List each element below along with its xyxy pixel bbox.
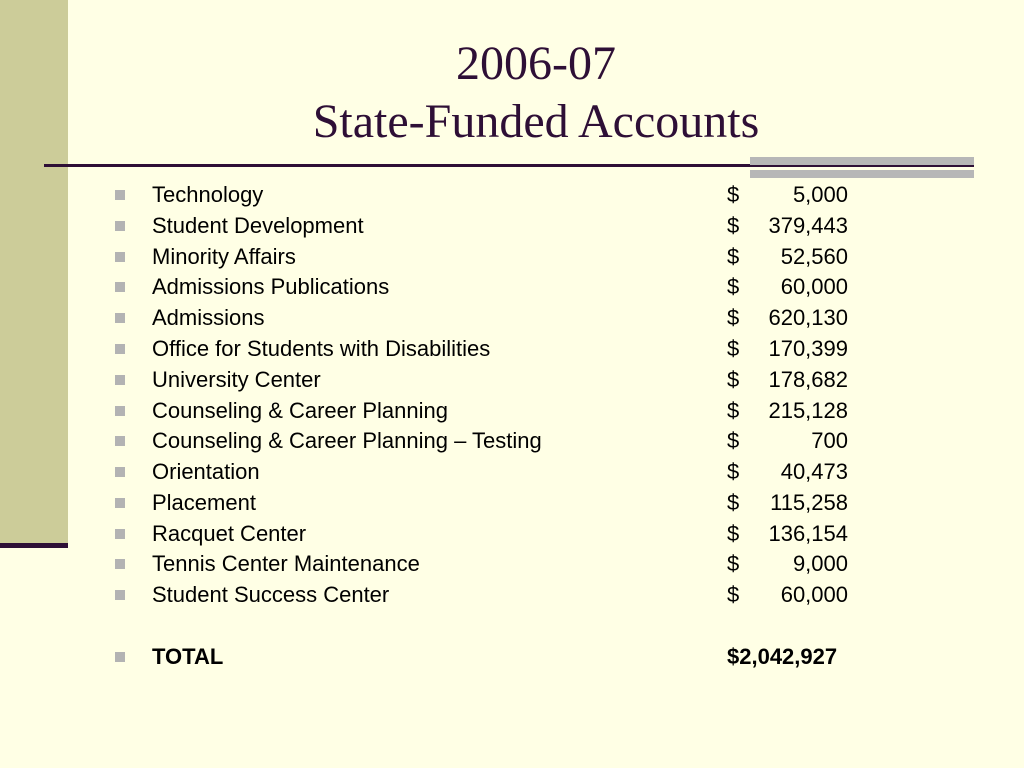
square-bullet-icon xyxy=(115,652,125,662)
currency-symbol: $ xyxy=(727,459,740,484)
square-bullet-icon xyxy=(115,344,125,354)
square-bullet-icon xyxy=(115,436,125,446)
list-item xyxy=(0,548,1024,579)
currency-symbol: $ xyxy=(727,244,740,269)
currency-symbol: $ xyxy=(727,305,740,330)
account-amount: 700 xyxy=(811,428,848,453)
currency-symbol: $ xyxy=(727,336,740,361)
square-bullet-icon xyxy=(115,529,125,539)
list-item xyxy=(0,425,1024,456)
account-name: Orientation xyxy=(152,459,260,484)
list-item xyxy=(0,456,1024,487)
account-name: Student Development xyxy=(152,213,364,238)
account-name: Minority Affairs xyxy=(152,244,296,269)
account-amount: 5,000 xyxy=(792,182,848,207)
list-item xyxy=(0,333,1024,364)
account-name: Student Success Center xyxy=(152,582,390,607)
title-line-1: 2006-07 xyxy=(456,37,616,90)
account-name: Admissions xyxy=(152,305,265,330)
square-bullet-icon xyxy=(115,252,125,262)
square-bullet-icon xyxy=(115,221,125,231)
list-item xyxy=(0,210,1024,241)
account-amount: 136,154 xyxy=(768,521,848,546)
title-line-2: State-Funded Accounts xyxy=(312,95,760,148)
currency-symbol: $ xyxy=(727,274,740,299)
list-item xyxy=(0,395,1024,426)
account-name: Racquet Center xyxy=(152,521,307,546)
total-label: TOTAL xyxy=(152,644,224,669)
square-bullet-icon xyxy=(115,375,125,385)
square-bullet-icon xyxy=(115,467,125,477)
square-bullet-icon xyxy=(115,190,125,200)
total-amount: $2,042,927 xyxy=(727,644,838,669)
account-name: Admissions Publications xyxy=(152,274,390,299)
currency-symbol: $ xyxy=(727,521,740,546)
list-item xyxy=(0,241,1024,272)
currency-symbol: $ xyxy=(727,582,740,607)
account-amount: 60,000 xyxy=(780,582,848,607)
currency-symbol: $ xyxy=(727,213,740,238)
account-amount: 52,560 xyxy=(780,244,848,269)
square-bullet-icon xyxy=(115,590,125,600)
currency-symbol: $ xyxy=(727,182,740,207)
currency-symbol: $ xyxy=(727,551,740,576)
accent-bar xyxy=(750,170,974,178)
currency-symbol: $ xyxy=(727,428,740,453)
account-amount: 115,258 xyxy=(770,490,848,515)
currency-symbol: $ xyxy=(727,367,740,392)
slide-title xyxy=(68,35,1004,151)
account-amount: 215,128 xyxy=(768,398,848,423)
account-amount: 9,000 xyxy=(792,551,848,576)
account-name: Technology xyxy=(152,182,264,207)
square-bullet-icon xyxy=(115,282,125,292)
account-amount: 40,473 xyxy=(780,459,848,484)
account-name: University Center xyxy=(152,367,321,392)
square-bullet-icon xyxy=(115,313,125,323)
account-name: Tennis Center Maintenance xyxy=(152,551,420,576)
list-item xyxy=(0,271,1024,302)
account-name: Counseling & Career Planning – Testing xyxy=(152,428,542,453)
account-amount: 60,000 xyxy=(780,274,848,299)
currency-symbol: $ xyxy=(727,490,740,515)
list-item xyxy=(0,487,1024,518)
total-row xyxy=(0,641,1024,672)
list-item xyxy=(0,179,1024,210)
list-item xyxy=(0,518,1024,549)
list-item xyxy=(0,364,1024,395)
accent-bar xyxy=(750,157,974,165)
account-name: Office for Students with Disabilities xyxy=(152,336,491,361)
currency-symbol: $ xyxy=(727,398,740,423)
list-item xyxy=(0,302,1024,333)
list-item xyxy=(0,579,1024,610)
account-amount: 170,399 xyxy=(768,336,848,361)
square-bullet-icon xyxy=(115,559,125,569)
account-amount: 178,682 xyxy=(768,367,848,392)
account-amount: 379,443 xyxy=(768,213,848,238)
account-amount: 620,130 xyxy=(768,305,848,330)
square-bullet-icon xyxy=(115,498,125,508)
account-name: Counseling & Career Planning xyxy=(152,398,448,423)
square-bullet-icon xyxy=(115,406,125,416)
account-name: Placement xyxy=(152,490,256,515)
